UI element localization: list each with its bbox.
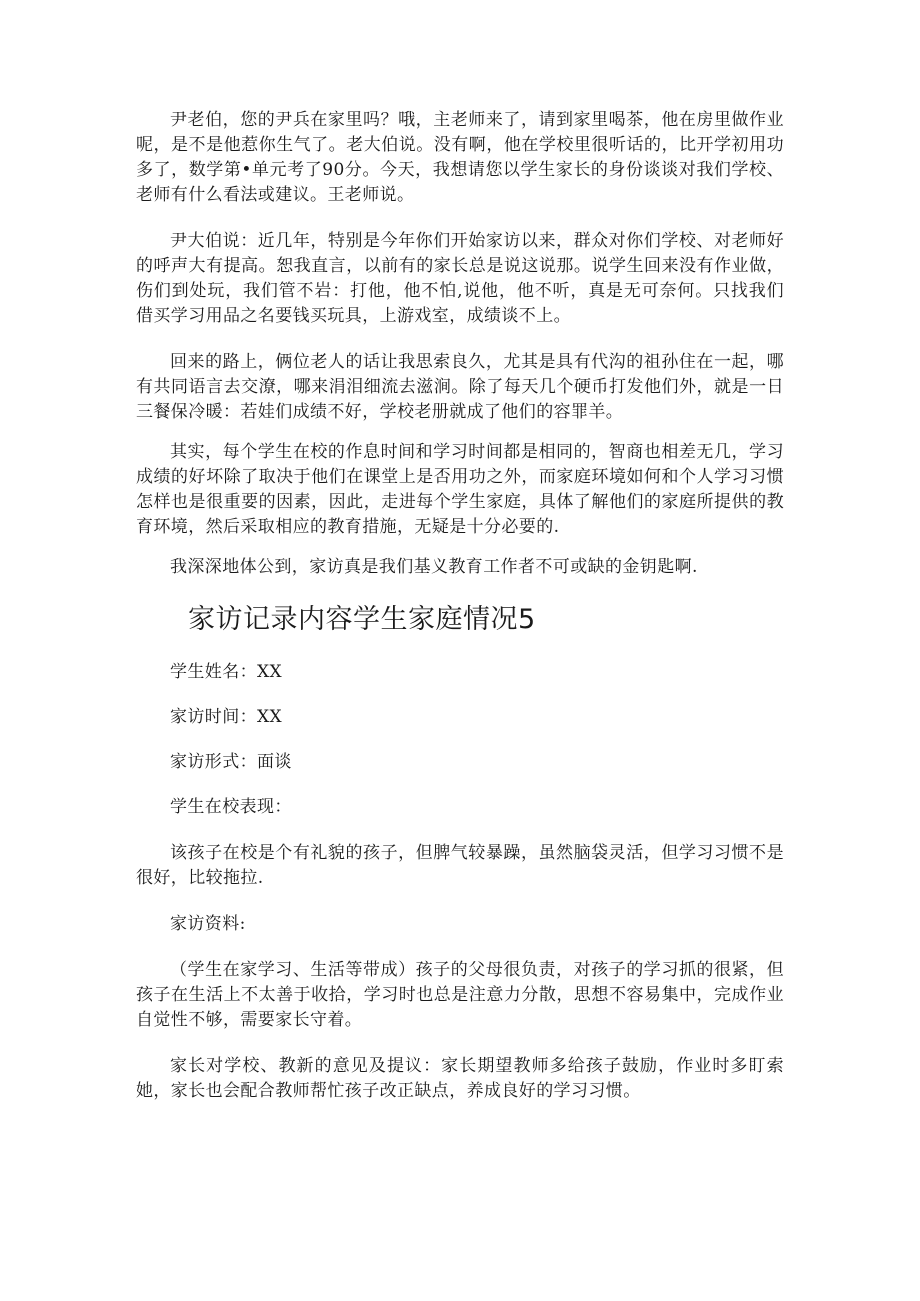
paragraph-visit-dialogue: 尹老伯，您的尹兵在家里吗？哦，主老师来了，请到家里喝茶，他在房里做作业呢，是不是他惹你生气了。老大伯说。没有啊，他在学校里很听话的，比开学初用功多了，数学第•单元考了90分。今天，我想请您以学生家长的身份谈谈对我们学校、老师有什么看法或建议。王老师说。 bbox=[136, 110, 784, 205]
visit-form-line: 家访形式：面谈 bbox=[170, 752, 292, 772]
visit-material-text: （学生在家学习、生活等带成）孩子的父母很负责，对孩子的学习抓的很紧，但孩子在生活上不太善于收拾，学习时也总是注意力分散，思想不容易集中，完成作业自觉性不够，需要家长守着。 bbox=[136, 960, 784, 1030]
visit-time-line: 家访时间：XX bbox=[170, 707, 283, 727]
section-heading: 家访记录内容学生家庭情况5 bbox=[188, 604, 536, 635]
parent-opinion-text: 家长对学校、教新的意见及提议：家长期望教师多给孩子鼓励，作业时多盯索她，家长也会配合教师帮忙孩子改正缺点，养成良好的学习习惯。 bbox=[136, 1056, 784, 1101]
visit-material-label: 家访资料: bbox=[170, 914, 246, 934]
school-performance-label: 学生在校表现： bbox=[170, 797, 292, 817]
paragraph-uncle-remarks: 尹大伯说：近几年，特别是今年你们开始家访以来，群众对你们学校、对老师好的呼声大有提高。恕我直言，以前有的家长总是说这说那。说学生回来没有作业做，伤们到处玩，我们管不岩：打他，他不怕,说他，他不听，真是无可奈何。只找我们借买学习用品之名要钱买玩具，上游戏室，成绩谈不上。 bbox=[136, 231, 784, 326]
paragraph-reflection: 回来的路上，俩位老人的话让我思索良久，尤其是具有代沟的祖孙住在一起，哪有共同语言去交潦，哪来涓泪细流去滋涧。除了每天几个硬币打发他们外，就是一日三餐保冷暖：若娃们成绩不好，学校老册就成了他们的容罪羊。 bbox=[136, 352, 784, 422]
paragraph-analysis: 其实，每个学生在校的作息时间和学习时间都是相同的，智商也相差无几，学习成绩的好坏除了取决于他们在课堂上是否用功之外，而家庭环境如何和个人学习习惯怎样也是很重要的因素，因此，走进每个学生家庭，具体了解他们的家庭所提供的教育环境，然后采取相应的教育措施，无疑是十分必要的. bbox=[136, 442, 784, 537]
student-name-line: 学生姓名：XX bbox=[170, 662, 283, 682]
school-performance-text: 该孩子在校是个有礼貌的孩子，但脾气较暴躁，虽然脑袋灵活，但学习习惯不是很好，比较拖拉. bbox=[136, 843, 784, 888]
paragraph-conclusion: 我深深地体公到，家访真是我们基义教育工作者不可或缺的金钥匙啊. bbox=[170, 557, 698, 577]
